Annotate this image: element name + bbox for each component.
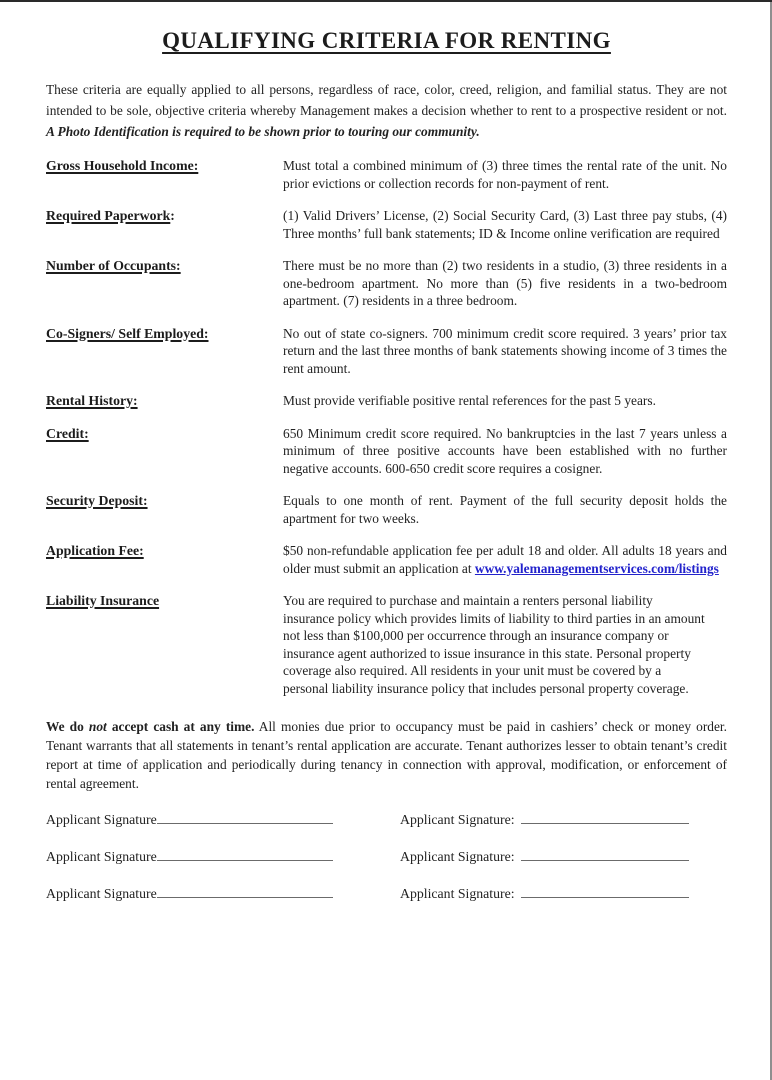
intro-text: These criteria are equally applied to all persons, regardless of race, color, creed, religion, and familial status. They are not intended to be sole, objective criteria whereby Management makes a decision whether to rent to a prospective resident or not. [46, 82, 727, 118]
criteria-row-liability-insurance [46, 592, 727, 697]
applicant-signature-label: Applicant Signature: [400, 812, 515, 827]
criteria-label: Security Deposit: [46, 493, 148, 508]
criteria-label: Application Fee: [46, 543, 144, 558]
signature-row [46, 809, 727, 830]
signature-cell [46, 883, 400, 904]
photo-id-notice: A Photo Identification is required to be shown prior to touring our community. [46, 124, 480, 139]
signature-row [46, 883, 727, 904]
criteria-row-required-paperwork [46, 207, 727, 242]
applicant-signature-label: Applicant Signature: [400, 886, 515, 901]
criteria-row-cosigners-self-employed [46, 325, 727, 378]
signature-line [157, 884, 333, 898]
signature-section [46, 809, 727, 904]
applicant-signature-label: Applicant Signature: [400, 849, 515, 864]
criteria-label: Liability Insurance [46, 593, 160, 608]
signature-cell [400, 846, 727, 867]
signature-line [521, 810, 689, 824]
closing-paragraph: We do not accept cash at any time. All monies due prior to occupancy must be paid in cashiers’ check or money order. Tenant warrants that all statements in tenant’s rental application are accurate. Tenant authorizes lesser to obtain tenant’s credit report at time of application and periodically during tenancy in connection with approval, modification, or enforcement of rental agreement. [46, 719, 727, 791]
criteria-label: Credit: [46, 425, 89, 441]
applicant-signature-label: Applicant Signature [46, 886, 157, 901]
signature-cell [46, 846, 400, 867]
criteria-label: Number of Occupants: [46, 258, 181, 273]
criteria-body: No out of state co-signers. 700 minimum credit score required. 3 years’ prior tax return and the last three months of bank statements showing income of 3 times the rent amount. [283, 325, 727, 376]
applicant-signature-label: Applicant Signature [46, 849, 157, 864]
criteria-row-rental-history [46, 392, 727, 410]
criteria-body: $50 non-refundable application fee per adult 18 and older. All adults 18 years and older must submit an application at www.yalemanagementservices.com/listings [283, 543, 727, 576]
criteria-row-security-deposit [46, 492, 727, 527]
intro-paragraph [46, 79, 727, 142]
criteria-row-credit [46, 425, 727, 478]
signature-line [157, 847, 333, 861]
criteria-label: Co-Signers/ Self Employed: [46, 325, 209, 341]
criteria-row-gross-household-income [46, 157, 727, 192]
criteria-body: (1) Valid Drivers’ License, (2) Social Security Card, (3) Last three pay stubs, (4) Three months’ full bank statements; ID & Income online verification are required [283, 208, 727, 241]
criteria-body: 650 Minimum credit score required. No bankruptcies in the last 7 years unless a minimum of three positive accounts have been established with no further negative accounts. 600-650 credit score requires a cosigner. [283, 425, 727, 476]
criteria-body: Equals to one month of rent. Payment of the full security deposit holds the apartment for two weeks. [283, 493, 727, 526]
document-title [46, 28, 727, 54]
criteria-body: There must be no more than (2) two residents in a studio, (3) three residents in a one-bedroom apartment. No more than (5) five residents in a two-bedroom apartment. (7) residents in a three bedroom. [283, 258, 727, 308]
signature-cell [400, 883, 727, 904]
criteria-row-application-fee [46, 542, 727, 577]
criteria-body: Must total a combined minimum of (3) three times the rental rate of the unit. No prior evictions or collection records for non-payment of rent. [283, 158, 727, 191]
signature-cell [400, 809, 727, 830]
criteria-label: Required Paperwork: [46, 208, 175, 223]
criteria-label: Gross Household Income: [46, 158, 199, 173]
criteria-label: Rental History: [46, 393, 138, 408]
listings-link[interactable]: www.yalemanagementservices.com/listings [474, 560, 719, 576]
signature-cell [46, 809, 400, 830]
criteria-body: Must provide verifiable positive rental references for the past 5 years. [283, 393, 656, 408]
signature-line [521, 884, 689, 898]
signature-row [46, 846, 727, 867]
signature-line [521, 847, 689, 861]
signature-line [157, 810, 333, 824]
document-title-text: QUALIFYING CRITERIA FOR RENTING [162, 28, 611, 53]
criteria-body: You are required to purchase and maintain a renters personal liability insurance policy which provides limits of liability to third parties in an amount not less than $100,000 per occurrence through an insurance company or insurance agent authorized to issue insurance in this state. Personal property coverage also required. All residents in your unit must be covered by a personal liability insurance policy that includes personal property coverage. [283, 593, 705, 696]
criteria-row-number-of-occupants [46, 257, 727, 310]
applicant-signature-label: Applicant Signature [46, 812, 157, 827]
criteria-list [46, 157, 727, 697]
